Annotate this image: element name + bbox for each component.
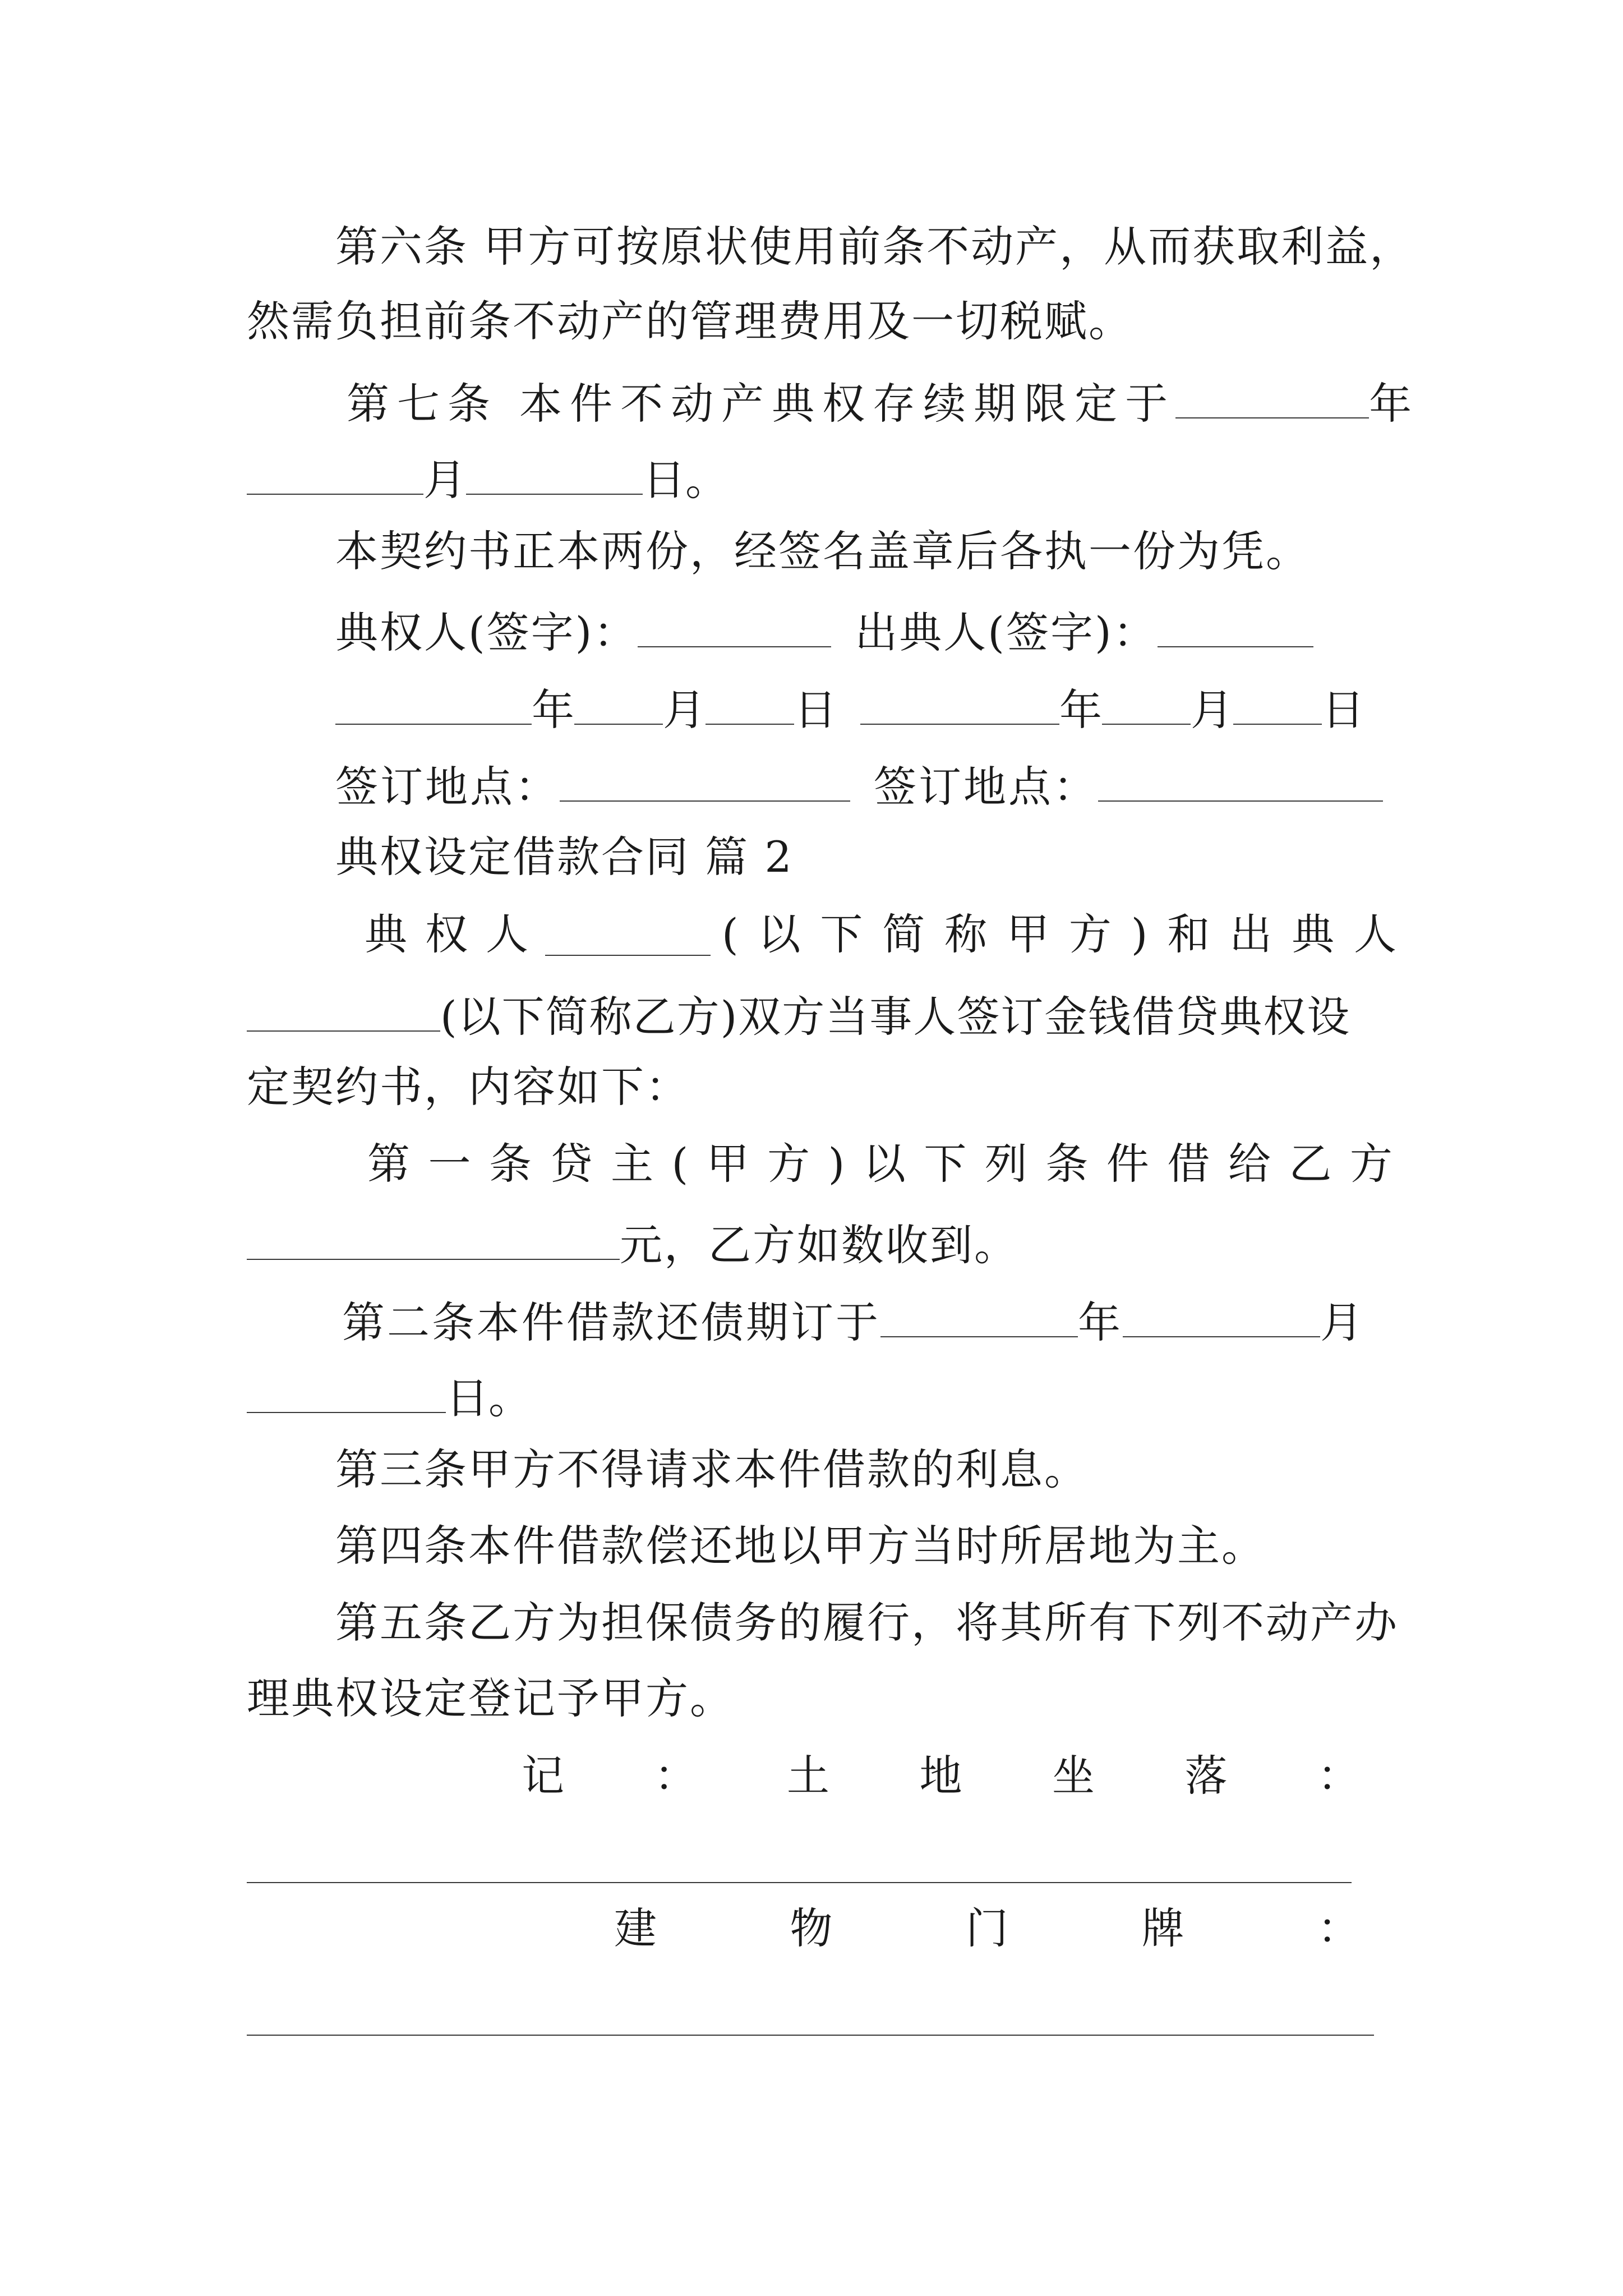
holder-month-blank[interactable] xyxy=(574,683,663,725)
char: ) xyxy=(1131,909,1148,959)
char: 给 xyxy=(1228,1139,1271,1189)
article-2-line-1 xyxy=(342,1296,1365,1347)
char: 列 xyxy=(984,1139,1027,1189)
char: 下 xyxy=(924,1139,967,1189)
char: ： xyxy=(1317,1751,1360,1801)
char: 权 xyxy=(425,909,468,959)
day-unit: 日。 xyxy=(643,455,728,505)
char: 方 xyxy=(767,1139,810,1189)
signature-line xyxy=(335,606,1313,657)
article-6-line-2: 然需负担前条不动产的管理费用及一切税赋。 xyxy=(247,296,1133,346)
char: ) xyxy=(828,1139,845,1189)
char: 乙 xyxy=(1289,1139,1332,1189)
year-unit: 年 xyxy=(1078,1297,1123,1347)
char: 贷 xyxy=(550,1139,593,1189)
borrower-name-blank[interactable] xyxy=(247,990,440,1032)
day-unit: 日 xyxy=(1322,685,1364,735)
char: ： xyxy=(654,1751,697,1801)
month-unit: 月 xyxy=(1191,685,1233,735)
char: 物 xyxy=(790,1903,833,1953)
article-2-text: 第二条本件借款还债期订于 xyxy=(342,1297,880,1347)
char: 出 xyxy=(1229,909,1272,959)
char: 牌 xyxy=(1141,1903,1184,1953)
holder-signature-label: 典权人(签字)： xyxy=(335,608,638,657)
article-7-text: 第七条 本件不动产典权存续期限定于 xyxy=(347,379,1176,429)
land-location-blank[interactable] xyxy=(247,1882,1352,1883)
char: 主 xyxy=(611,1139,653,1189)
repay-month-blank[interactable] xyxy=(1123,1296,1320,1337)
month-unit: 月 xyxy=(423,455,466,505)
day-unit: 日 xyxy=(794,685,837,735)
year-unit: 年 xyxy=(1059,685,1102,735)
holder-year-blank[interactable] xyxy=(335,683,532,725)
char: 以 xyxy=(758,909,801,959)
char: 简 xyxy=(882,909,925,959)
intro-trailing xyxy=(722,909,1396,959)
repay-day-blank[interactable] xyxy=(247,1372,446,1413)
holder-signature-blank[interactable] xyxy=(638,606,831,647)
char: 甲 xyxy=(1007,909,1050,959)
mortgagor-signature-label: 出典人(签字)： xyxy=(855,608,1158,657)
char: 方 xyxy=(1068,909,1112,959)
month-unit: 月 xyxy=(1320,1297,1365,1347)
year-unit: 年 xyxy=(1369,379,1420,429)
building-number-line xyxy=(614,1903,1360,1953)
char: 条 xyxy=(1045,1139,1089,1189)
char: 以 xyxy=(863,1139,906,1189)
article-1-end: 元，乙方如数收到。 xyxy=(620,1220,1018,1270)
char: 土 xyxy=(787,1751,829,1801)
mortgagor-signature-blank[interactable] xyxy=(1158,606,1313,647)
article-1-line-2 xyxy=(247,1218,1018,1270)
article-5-line-2: 理典权设定登记予甲方。 xyxy=(247,1673,734,1723)
char: 门 xyxy=(966,1903,1008,1953)
mortgagor-day-blank[interactable] xyxy=(1233,683,1322,725)
article-7-line-2 xyxy=(247,453,728,505)
holder-day-blank[interactable] xyxy=(706,683,794,725)
year-unit: 年 xyxy=(532,685,574,735)
intro-line-1 xyxy=(365,909,1396,959)
char: 甲 xyxy=(706,1139,749,1189)
section-title: 典权设定借款合同 篇 2 xyxy=(335,832,794,882)
intro-lead xyxy=(365,909,528,959)
char: ( xyxy=(722,909,739,959)
mortgagor-place-label: 签订地点： xyxy=(874,762,1098,812)
char: ( xyxy=(671,1139,689,1189)
lender-name-blank[interactable] xyxy=(545,914,711,956)
month-blank[interactable] xyxy=(247,453,423,495)
intro-line-2 xyxy=(247,990,1351,1042)
char: 借 xyxy=(1167,1139,1210,1189)
article-6-line-1: 第六条 甲方可按原状使用前条不动产，从而获取利益， xyxy=(335,222,1414,272)
article-5-line-1: 第五条乙方为担保债务的履行，将其所有下列不动产办 xyxy=(335,1598,1399,1648)
land-location-line xyxy=(522,1751,1360,1801)
char: 落 xyxy=(1184,1751,1228,1801)
signing-date-line xyxy=(335,683,1364,735)
char: 条 xyxy=(489,1139,532,1189)
char: ： xyxy=(1317,1903,1360,1953)
signing-place-line xyxy=(335,760,1383,812)
intro-line-3: 定契约书，内容如下： xyxy=(247,1062,690,1112)
holder-place-label: 签订地点： xyxy=(335,762,560,812)
day-blank[interactable] xyxy=(466,453,643,495)
copies-clause: 本契约书正本两份，经签名盖章后各执一份为凭。 xyxy=(335,526,1310,576)
month-unit: 月 xyxy=(663,685,706,735)
intro-line-2-text: (以下简称乙方)双方当事人签订金钱借贷典权设 xyxy=(440,992,1351,1042)
building-number-blank[interactable] xyxy=(247,2035,1374,2036)
mortgagor-place-blank[interactable] xyxy=(1098,760,1383,802)
loan-amount-blank[interactable] xyxy=(247,1218,620,1260)
article-2-line-2 xyxy=(247,1372,531,1423)
article-4: 第四条本件借款偿还地以甲方当时所居地为主。 xyxy=(335,1521,1266,1571)
char: 记 xyxy=(522,1751,564,1801)
char: 典 xyxy=(365,909,407,959)
year-blank[interactable] xyxy=(1175,377,1369,418)
char: 建 xyxy=(614,1903,657,1953)
day-unit: 日。 xyxy=(446,1373,531,1423)
char: 典 xyxy=(1292,909,1335,959)
char: 件 xyxy=(1106,1139,1149,1189)
mortgagor-year-blank[interactable] xyxy=(860,683,1059,725)
char: 方 xyxy=(1349,1139,1393,1189)
char: 和 xyxy=(1167,909,1210,959)
char: 坐 xyxy=(1052,1751,1095,1801)
char: 第 xyxy=(367,1139,410,1189)
repay-year-blank[interactable] xyxy=(880,1296,1078,1337)
char: 地 xyxy=(919,1751,962,1801)
char: 下 xyxy=(820,909,863,959)
holder-place-blank[interactable] xyxy=(560,760,850,802)
article-1-line-1 xyxy=(367,1139,1393,1189)
char: 人 xyxy=(486,909,528,959)
article-3: 第三条甲方不得请求本件借款的利息。 xyxy=(335,1444,1089,1494)
char: 人 xyxy=(1353,909,1396,959)
article-7-line-1 xyxy=(347,377,1420,429)
mortgagor-month-blank[interactable] xyxy=(1102,683,1191,725)
char: 一 xyxy=(428,1139,471,1189)
char: 称 xyxy=(944,909,988,959)
